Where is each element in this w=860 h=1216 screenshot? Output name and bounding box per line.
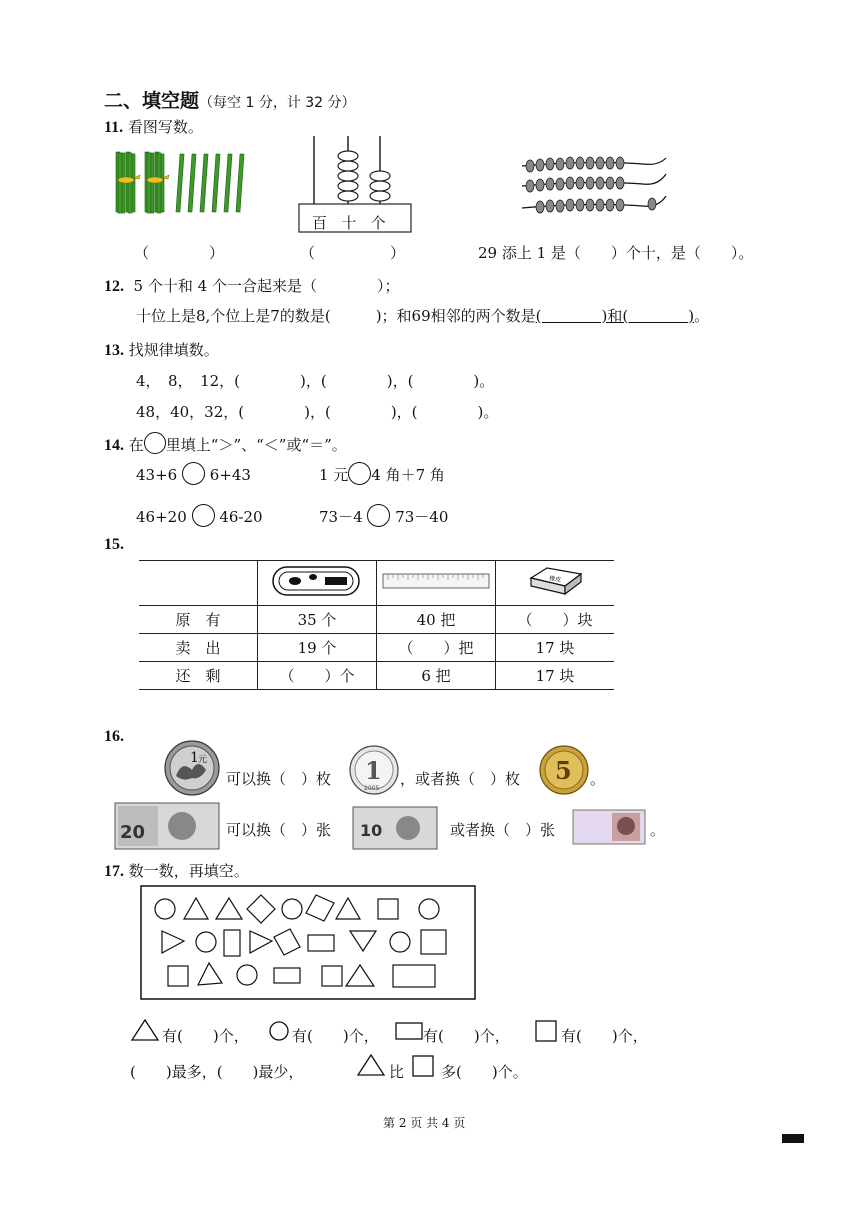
q16-note-text-2[interactable]: 或者换（ ）张: [450, 821, 556, 839]
pencil-case-icon: [271, 563, 363, 599]
ten-yuan-note-icon: [352, 806, 438, 850]
stick-bundles-image: [112, 150, 252, 216]
table-row: 还 剩 （ ）个 6 把 17 块: [139, 662, 614, 690]
circle-icon: [144, 432, 166, 454]
q11-blank-2[interactable]: （ ）: [300, 244, 406, 262]
ruler-icon: [382, 572, 490, 590]
page-marker: [782, 1134, 804, 1143]
answer-blank[interactable]: （ ）块: [496, 606, 615, 634]
q17-square-count[interactable]: 有( )个，: [561, 1027, 648, 1045]
shapes-box: [140, 885, 476, 1001]
question-11-text: 看图写数。: [127, 118, 203, 136]
table-row: 卖 出 19 个 （ ）把 17 块: [139, 634, 614, 662]
square-icon: [412, 1055, 434, 1077]
question-15: 15.: [104, 536, 124, 553]
circle-icon: [268, 1020, 290, 1042]
square-icon: [535, 1020, 557, 1042]
answer-blank[interactable]: （ ）个: [258, 662, 377, 690]
triangle-icon: [130, 1018, 160, 1042]
q16-coin-text[interactable]: 可以换（ ）枚: [226, 770, 332, 788]
compare-item-2: 1 元 4 角＋7 角: [319, 462, 445, 485]
section-title: 二、填空题（每空 1 分，计 32 分）: [104, 90, 356, 112]
ruler-cell: [377, 561, 496, 606]
q13-line-1[interactable]: 4， 8， 12，( )，( )，( )。: [136, 372, 495, 390]
table-row: 原 有 35 个 40 把 （ ）块: [139, 606, 614, 634]
svg-text:2005: 2005: [364, 785, 380, 792]
row-label: 原 有: [139, 606, 258, 634]
svg-text:20: 20: [120, 822, 146, 843]
svg-text:1: 1: [190, 750, 199, 766]
section-note: （每空 1 分，计 32 分）: [199, 95, 356, 111]
question-17: 17. 数一数，再填空。: [104, 862, 249, 880]
page-number: 第 2 页 共 4 页: [383, 1116, 466, 1130]
q17-triangle-count[interactable]: 有( )个，: [162, 1027, 249, 1045]
eraser-label: 橡皮: [548, 575, 562, 584]
q12-line-1[interactable]: 5 个十和 4 个一合起来是（ ）；: [133, 277, 400, 295]
abacus-labels: 百 十 个: [312, 214, 386, 232]
svg-text:5: 5: [555, 756, 572, 785]
twenty-yuan-note-icon: [114, 802, 220, 850]
q17-most-least[interactable]: ( )最多，( )最少，: [130, 1063, 304, 1081]
q17-circle-count[interactable]: 有( )个，: [292, 1027, 379, 1045]
q16-coin-text-2[interactable]: ，或者换（ ）枚: [400, 770, 521, 788]
svg-text:1: 1: [365, 756, 382, 785]
q11-blank-1[interactable]: （ ）: [134, 244, 225, 262]
svg-text:元: 元: [198, 755, 208, 765]
q11-text-3[interactable]: 29 添上 1 是（ ）个十，是（ ）。: [478, 244, 754, 262]
compare-circle-4[interactable]: [367, 504, 390, 527]
five-yuan-note-icon: [572, 809, 646, 845]
row-label: 还 剩: [139, 662, 258, 690]
q13-line-2[interactable]: 48，40，32，( )，( )，( )。: [136, 403, 499, 421]
q16-note-text[interactable]: 可以换（ ）张: [226, 821, 332, 839]
question-16: 16.: [104, 728, 124, 745]
bead-strings-image: [518, 156, 668, 222]
q17-rectangle-count[interactable]: 有( )个，: [423, 1027, 510, 1045]
question-13: 13. 找规律填数。: [104, 341, 219, 359]
one-yuan-coin-icon: [162, 740, 222, 796]
row-label: 卖 出: [139, 634, 258, 662]
q12-line-2[interactable]: 十位上是8,个位上是7的数是( )；和69相邻的两个数是( )和( )。: [136, 307, 710, 325]
q12-neighbors-blank[interactable]: ( )和( ): [535, 307, 695, 325]
question-14: 14. 在 里填上“＞”、“＜”或“＝”。: [104, 432, 347, 455]
compare-circle-2[interactable]: [348, 462, 371, 485]
compare-item-3: 46+20 46-20: [136, 504, 263, 527]
question-12: 12. 5 个十和 4 个一合起来是（ ）；: [104, 277, 400, 295]
eraser-icon: [525, 564, 585, 598]
one-jiao-coin-icon: [347, 744, 401, 796]
eraser-cell: [496, 561, 615, 606]
compare-item-4: 73－4 73－40: [319, 504, 448, 527]
five-jiao-coin-icon: [537, 744, 591, 796]
triangle-icon: [356, 1053, 386, 1077]
inventory-table: [139, 560, 614, 690]
rectangle-icon: [395, 1022, 423, 1040]
compare-item-1: 43+6 6+43: [136, 462, 251, 485]
svg-text:10: 10: [360, 821, 383, 840]
answer-blank[interactable]: （ ）把: [377, 634, 496, 662]
compare-circle-3[interactable]: [192, 504, 215, 527]
pencil-case-cell: [258, 561, 377, 606]
q17-difference[interactable]: 多( )个。: [441, 1063, 528, 1081]
compare-circle-1[interactable]: [182, 462, 205, 485]
question-11: 11. 看图写数。: [104, 118, 203, 136]
